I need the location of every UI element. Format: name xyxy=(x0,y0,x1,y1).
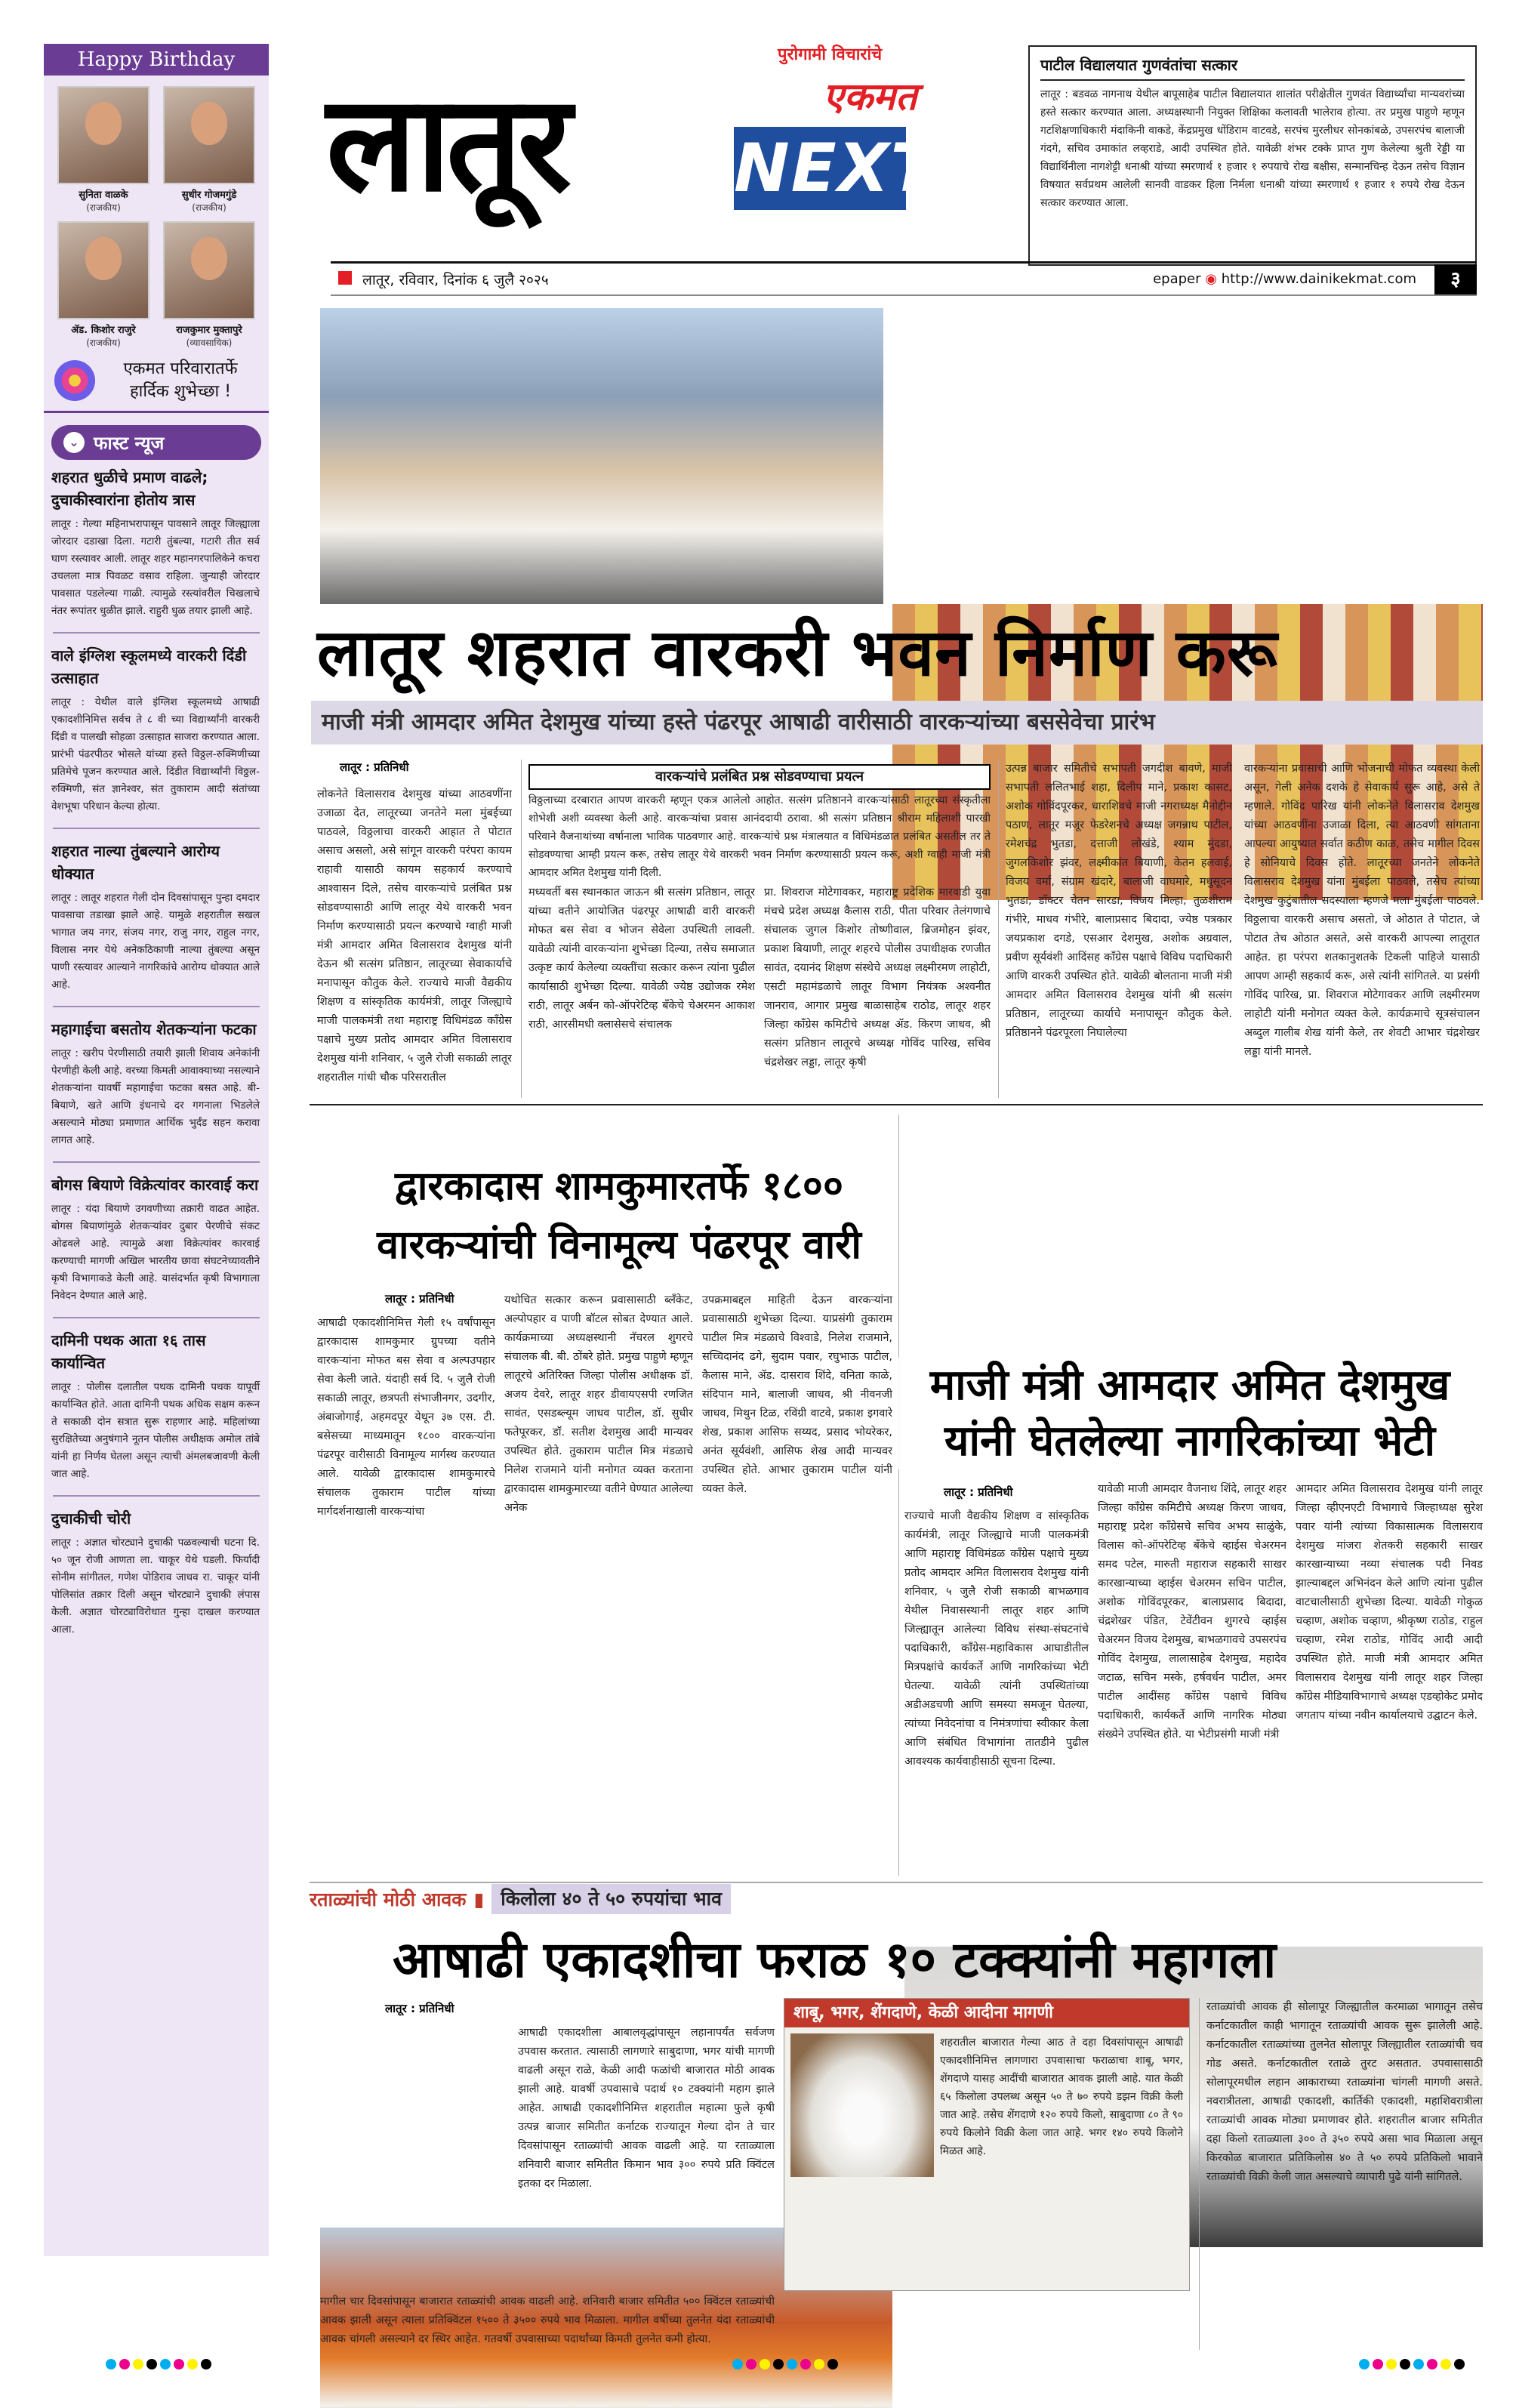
masthead-city: लातूर xyxy=(326,65,568,221)
print-registration-marks xyxy=(106,2353,1465,2376)
story2-col-1: आषाढी एकादशीनिमित्त गेली १५ वर्षांपासून द्वारकादास शामकुमार ग्रुपच्या वतीने वारकऱ्यांना मोफत बस सेवा व अल्पउपहार सेवा केली जाते. यंदाही सर्व दि. ५ जुलै रोजी सकाळी लातूर, छत्रपती संभाजीनगर, उदगीर, अंबाजोगाई, अहमदपूर येथून ३७ एस. टी. बसेसच्या माध्यमातून १८०० वारकऱ्यांना पंढरपूर वारीसाठी विनामूल्य मार्गस्थ करण्यात आले. यावेळी द्वारकादास शामकुमारचे संचालक तुकाराम पाटील यांच्या मार्गदर्शनाखाली वारकऱ्यांचा xyxy=(317,1317,495,1518)
news-headline: वाले इंग्लिश स्कूलमध्ये वारकरी दिंडी उत्साहात xyxy=(51,646,247,687)
globe-icon: ◉ xyxy=(1205,271,1217,287)
ticker-separator: ▮ xyxy=(473,1888,485,1910)
lead-col-5: वारकऱ्यांना प्रवासाची आणि भोजनाची मोफत व्यवस्था केली असून, गेली अनेक दशके हे सेवाकार्य सुरू आहे, असे ते म्हणाले. गोविंद पारिख यांनी लोकनेते विलासराव देशमुख यांच्या आठवणींना उजाळा दिला, त्या आठवणी सांगताना आपल्या आयुष्यात सर्वात कठीण काळ, तसेच मागील दिवस हे सोनियाचे दिवस होते. लातूरच्या जनतेने लोकनेते विलासराव देशमुख यांना मुंबईला पाठवले, तसेच त्यांच्या देशमुख कुटुंबातील सदस्याला म्हणजे मला मुंबईला पाठवले. विठ्ठलाचा वारकरी असाच असतो, जे ओठात ते पोटात, जे पोटात तेच ओठात असते, असे वारकरी आपल्या लातूरात आहेत. हा परंपरा शतकानुशतके टिकली पाहिजे यासाठी आपण आम्ही सहकार्य करू, असे त्यांनी सांगितले. या प्रसंगी गोविंद पारिख, प्रा. शिवराज मोटेगावकर आणि लक्ष्मीरमण लाहोटी यांनी मनोगत व्यक्त केले. कार्यक्रमाचे सूत्रसंचालन अब्दुल गालीब शेख यांनी केले, तर शेवटी आभार चंद्रशेखर लड्डा यांनी मानले. xyxy=(1244,763,1480,1058)
masthead-edition: NEXT xyxy=(734,127,906,210)
lead-byline: लातूर : प्रतिनिधी xyxy=(340,760,409,774)
epaper-label: epaper xyxy=(1153,271,1201,287)
flower-bouquet-icon xyxy=(54,360,95,401)
story2-headline-line1: द्वारकादास शामकुमारतर्फे १८०० xyxy=(394,1164,844,1209)
news-headline: बोगस बियाणे विक्रेत्यांवर कारवाई करा xyxy=(51,1176,259,1194)
divider xyxy=(53,1006,260,1007)
lead-col-1: लोकनेते विलासराव देशमुख यांच्या आठवणींना उजाळा देत, लातूरच्या जनतेने मला मुंबईच्या पाठवले, विठ्ठलाचा वारकरी आहात ते पोटात असाच असलो, असे सांगून वारकरी परंपरा कायम राहावी यासाठी कायम सहकार्य करण्याचे आश्वासन दिले, तसेच वारकऱ्यांचे प्रलंबित प्रश्न सोडवण्यासाठी आणि लातूर येथे वारकरी भवन निर्माण करण्यासाठी प्रयत्न करण्याचे ग्वाही माजी मंत्री आमदार अमित विलासराव देशमुख यांनी देऊन श्री सत्संग प्रतिष्ठान, लातूरच्या सेवाकार्याचे मनापासून कौतुक केले. राज्याचे माजी वैद्यकीय शिक्षण व सांस्कृतिक कार्यमंत्री, लातूर जिल्ह्याचे माजी पालकमंत्री तथा महाराष्ट्र विधिमंडळ काँग्रेस पक्षाचे मुख्य प्रतोद आमदार अमित विलासराव देशमुख यांनी शनिवार, ५ जुलै रोजी सकाळी लातूर शहरातील गांधी चौक परिसरातील xyxy=(317,788,512,1084)
person-photo xyxy=(163,86,255,184)
lead-box-title: वारकऱ्यांचे प्रलंबित प्रश्न सोडवण्याचा प्रयत्न xyxy=(528,764,991,790)
person-role: (राजकीय) xyxy=(192,202,226,213)
person-role: (राजकीय) xyxy=(86,338,121,348)
divider xyxy=(53,828,260,829)
birthday-person xyxy=(163,221,255,349)
person-name: ॲड. किशोर राजुरे xyxy=(71,325,136,336)
section-rule xyxy=(310,1104,1483,1105)
story3-col-2: यावेळी माजी आमदार वैजनाथ शिंदे, लातूर शहर जिल्हा काँग्रेस कमिटीचे अध्यक्ष किरण जाधव, महाराष्ट्र प्रदेश काँग्रेसचे सचिव अभय साळुंके, विलास को-ऑपरेटिव्ह बँकेचे व्हाईस चेअरमन समद पटेल, मारुती महाराज सहकारी साखर कारखान्याच्या व्हाईस चेअरमन सचिन पाटील, अशोक गोविंदपूरकर, बालाप्रसाद बिदादा, चंद्रशेखर पंडित, टेवेंटीवन शुगरचे व्हाईस चेअरमन विजय देशमुख, बाभळगावचे उपसरपंच गोविंद देशमुख, लालासाहेब देशमुख, महादेव जटाळ, सचिन मस्के, हर्षवर्धन पाटील, अमर पाटील आदींसह काँग्रेस पक्षाचे विविध पदाधिकारी, कार्यकर्ते आणि नागरिक मोठ्या संख्येने उपस्थित होते. या भेटीप्रसंगी माजी मंत्री xyxy=(1098,1483,1286,1740)
edition-date: लातूर, रविवार, दिनांक ६ जुलै २०२५ xyxy=(331,270,549,289)
news-body: लातूर : गेल्या महिनाभरापासून पावसाने लातूर जिल्ह्याला जोरदार दडाखा दिला. गटारी तुंबल्या, गटारी तीत सर्व घाण रस्त्यावर आली. लातूर शहर महानगरपालिकेने कचरा उचलला मात्र पिवळट वसाव राहिला. जुन्याही जोरदार पावसात पडलेल्या गाळी. त्यामुळे रस्त्यांवरील चिखलाचे नंतर रूपांतर धुळीत झाले. राहुरी धुळ तयार झाली आहे. xyxy=(51,518,260,617)
page-number: ३ xyxy=(1434,264,1477,294)
lead-box-body: विठ्ठलाच्या दरबारात आपण वारकरी म्हणून एकत्र आलेलो आहोत. सत्संग प्रतिष्ठानने वारकऱ्यांसाठी लातूरच्या संस्कृतीला शोभेशी अशी व्यवस्था केली आहे. वारकऱ्यांचा प्रवास आनंददायी ठरावा. श्री सत्संग प्रतिष्ठान श्रीराम महिलाशी पारखी परिवाने वैजनाथांच्या वर्षानाला भाविक पाठवणार आहे. वारकऱ्यांचे प्रश्न मंत्रालयात व विधिमंडळात प्रलंबित असतील तर ते सोडवण्याचा आम्ही प्रयत्न करू, तसेच लातूर येथे वारकरी भवन निर्माण करण्यासाठी प्रयत्न करू, अशी ग्वाही माजी मंत्री आमदार अमित देशमुख यांनी दिली. xyxy=(528,794,991,879)
divider xyxy=(53,632,260,634)
dateline-bar xyxy=(331,261,1477,296)
top-box-body: लातूर : बडवळ नागनाथ येथील बापूसाहेब पाटील विद्यालयात शालांत परीक्षेतील गुणवंत विद्यार्थ्यांचा मान्यवरांच्या हस्ते सत्कार करण्यात आला. अध्यक्षस्थानी नियुक्त शिक्षिका कलावती भालेराव होत्या. तर प्रमुख पाहुणे म्हणून गटशिक्षणाधिकारी मंदाकिनी वाकडे, केंद्रप्रमुख धोंडिराम वाटवडे, सरपंच मुरलीधर सोनकांबळे, उपसरपंच बालाजी गंदगे, सचिव उमाकांत लव्हराडे, आदी उपस्थित होते. यावेळी शंभर टक्के प्राप्त गुण केलेल्या श्रुती रेड्डी या विद्यार्थिनीला नागशेट्टी धनाश्री यांच्या स्मरणार्थ १ हजार १ रुपयाचे रोख बक्षीस, सन्मानचिन्ह देऊन तसेच विज्ञान विषयात सर्वप्रथम आलेली सानवी वाडकर हिला निर्मला धनाश्री यांच्या स्मरणार्थ १ हजार १ रुपये रोख देऊन सत्कार करण्यात आला. xyxy=(1040,88,1465,209)
chevron-down-icon: ⌄ xyxy=(63,432,85,453)
news-body: लातूर : लातूर शहरात गेली दोन दिवसांपासून पुन्हा दमदार पावसाचा तडाखा झाले आहे. यामुळे शहरातील सखल भागात जय नगर, संजय नगर, राजु नगर, राहुल नगर, विलास नगर येथे अनेकठिकाणी नाल्या तुंबल्या असून पाणी रस्त्यावर आल्याने नागरिकांचे आरोग्य धोक्यात आले आहे. xyxy=(51,892,260,991)
news-headline: शहरात नाल्या तुंबल्याने आरोग्य धोक्यात xyxy=(51,842,220,883)
story3-byline: लातूर : प्रतिनिधी xyxy=(944,1485,1013,1499)
birthday-person xyxy=(57,221,149,349)
person-name: राजकुमार मुक्तापुरे xyxy=(176,325,242,336)
story4-col-2: मागील चार दिवसांपासून बाजारात रताळ्यांची आवक वाढली आहे. शनिवारी बाजार समितीत ५०० क्विंटल रताळ्यांची आवक झाली असून त्याला प्रतिक्विंटल १५०० ते ३५०० रुपये भाव मिळाला. मागील वर्षीच्या तुलनेत यंदा रताळ्यांची आवक चांगली असल्याने दर स्थिर आहेत. गतवर्षी उपवासाच्या पदार्थांच्या किमती तुलनेत कमी होत्या. xyxy=(320,2295,775,2345)
story4-byline: लातूर : प्रतिनिधी xyxy=(385,2002,454,2015)
news-item xyxy=(44,644,269,816)
ticker-left: रताळ्यांची मोठी आवक xyxy=(310,1888,467,1910)
story4-col-3: रताळ्यांची आवक ही सोलापूर जिल्ह्यातील करमाळा भागातून तसेच कर्नाटकातील काही भागातून रताळ्यांची आवक सुरू झालेली आहे. कर्नाटकातील रताळ्यांच्या तुलनेत सोलापूर जिल्ह्यातील रताळ्यांची चव गोड असते. कर्नाटकातील रताळे तुरट असतात. उपवासासाठी सोलापूरमधील लहान आकाराच्या रताळ्यांना चांगली मागणी असते. नवरात्रीतला, आषाढी एकादशी, कार्तिकी एकादशी, महाशिवरात्रीला रताळ्यांची आवक मोठ्या प्रमाणावर होते. शहरातील बाजार समितीत दहा किलो रताळ्याला ३०० ते ३५० रुपये असा भाव मिळाला असून किरकोळ बाजारात प्रतिकिलोस ४० ते ५० रुपये प्रतिकिलो भावाने रताळ्यांची विक्री केली जात असल्याचे व्यापारी पुढे यांनी सांगितले. xyxy=(1206,2001,1483,2183)
top-news-box xyxy=(1028,45,1477,266)
lead-subheadline: माजी मंत्री आमदार अमित देशमुख यांच्या हस्ते पंढरपूर आषाढी वारीसाठी वारकऱ्यांच्या बससेवेचा प्रारंभ xyxy=(311,701,1483,745)
news-body: लातूर : यंदा बियाणे उगवणीच्या तक्रारी वाढत आहेत. बोगस बियाणांमुळे शेतकऱ्यांवर दुबार पेरणीचे संकट ओढवले आहे. त्यामुळे अशा विक्रेत्यांवर कारवाई करण्याची मागणी अखिल भारतीय छावा संघटनेच्यावतीने कृषी विभागाकडे केली आहे. यासंदर्भात कृषी विभागाला निवेदन देण्यात आले आहे. xyxy=(51,1203,260,1302)
photo-bus-inauguration xyxy=(320,308,883,604)
story3-headline-line2: यांनी घेतलेल्या नागरिकांच्या भेटी xyxy=(898,1414,1481,1469)
ticker-bar xyxy=(310,1882,1483,1915)
story2-col-3: उपक्रमाबद्दल माहिती देऊन वारकऱ्यांना प्रवासासाठी शुभेच्छा दिल्या. याप्रसंगी तुकाराम पाटील मित्र मंडळाचे विश्वाडे, निलेश राजमाने, सच्चिदानंद ढगे, सुदाम पवार, रघुभाऊ पाटील, कैलास माने, ॲड. दासराव शिंदे, वनिता काळे, संदिपान माने, बालाजी जाधव, श्री नीवनजी जाधव, मिथुन टिळ, रविंग्री वाटवे, प्रकाश इगवारे शेख, प्रकाश आसिफ सय्यद, प्रसाद भोयरेकर, अनंत सूर्यवंशी, आसिफ शेख आदी मान्यवर उपस्थित होते. आभार तुकाराम पाटील यांनी व्यक्त केले. xyxy=(702,1294,892,1495)
story2-headline-line2: वारकऱ्यांची विनामूल्य पंढरपूर वारी xyxy=(377,1222,861,1268)
news-item xyxy=(44,1329,269,1483)
fast-news-title: फास्ट न्यूज xyxy=(94,432,165,454)
birthday-title: Happy Birthday xyxy=(44,44,269,76)
birthday-person xyxy=(163,86,255,214)
news-headline: महागाईचा बसतोय शेतकऱ्यांना फटका xyxy=(51,1020,257,1038)
divider xyxy=(53,1495,260,1497)
masthead-brand: एकमत xyxy=(823,75,917,119)
news-body: लातूर : खरीप पेरणीसाठी तयारी झाली शिवाय अनेकांनी पेरणीही केली आहे. वरच्या किमती आवाक्याच्या नसल्याने शेतकऱ्यांना यावर्षी महागाईचा फटका बसत आहे. बी-बियाणे, खते आणि इंधनाचे दर गगनाला भिडलेले असल्याने मोठ्या प्रमाणात आर्थिक भुर्दंड सहन करावा लागत आहे. xyxy=(51,1047,260,1146)
photo-sago xyxy=(790,2033,934,2177)
story4-col-1: आषाढी एकादशीला आबालवृद्धांपासून लहानापर्यंत सर्वजण उपवास करतात. त्यासाठी लागणारे साबुदाणा, भगर यांची मागणी वाढली असून राळे, केळी आदी फळांची बाजारात मोठी आवक झाली आहे. यावर्षी उपवासाचे पदार्थ १० टक्क्यांनी महाग झाले आहेत. आषाढी एकादशीनिमित्त शहरातील महात्मा फुले कृषी उत्पन्न बाजार समितीत कर्नाटक राज्यातून गेल्या दोन ते चार दिवसांपासून रताळ्यांची आवक वाढली आहे. या रताळ्याला शनिवारी बाजार समितीत किमान भाव ३०० रुपये प्रति क्विंटल इतका दर मिळाला. xyxy=(518,2027,775,2190)
news-item xyxy=(44,1173,269,1305)
story3-col-3: आमदार अमित विलासराव देशमुख यांनी लातूर जिल्हा व्हीएनएटी विभागाचे जिल्हाध्यक्ष सुरेश पवार यांनी त्यांच्या विकासात्मक विलासराव देशमुख मांजरा शेतकरी सहकारी साखर कारखान्याच्या नव्या संचालक पदी निवड झाल्याबद्दल अभिनंदन केले आणि त्यांना पुढील वाटचालीसाठी शुभेच्छा दिल्या. यावेळी गोकुळ चव्हाण, अशोक चव्हाण, श्रीकृष्ण राठोड, राहुल चव्हाण, रमेश राठोड, गोविंद आदी आदी उपस्थित होते. माजी मंत्री आमदार अमित विलासराव देशमुख यांनी लातूर शहर जिल्हा काँग्रेस मीडियाविभागाचे अध्यक्ष एडव्होकेट प्रमोद जगताप यांच्या नवीन कार्यालयाचे उद्घाटन केले. xyxy=(1296,1483,1483,1722)
top-box-title: पाटील विद्यालयात गुणवंतांचा सत्कार xyxy=(1040,54,1465,81)
masthead-tagline: पुरोगामी विचारांचे xyxy=(778,45,883,64)
column-rule xyxy=(1199,1998,1200,2350)
inset-body: शहरातील बाजारात गेल्या आठ ते दहा दिवसांपासून आषाढी एकादशीनिमित्त लागणारा उपवासाचा फराळाचा शाबू, भगर, शेंगदाणे यासह आदींची बाजारात आवक झाली आहे. यात केळी ६५ किलोला उपलब्ध असून ५० ते ७० रुपये डझन विक्री केली जात आहे. तसेच शेंगदाणे १२० रुपये किलो, साबुदाणा ८० ते ९० रुपये किलोने विक्री केला जात आहे. भगर १४० रुपये किलोने मिळत आहे. xyxy=(940,2036,1183,2157)
person-name: सुधीर गोजमगुंडे xyxy=(181,190,237,201)
divider xyxy=(53,1161,260,1163)
story3-headline-line1: माजी मंत्री आमदार अमित देशमुख xyxy=(898,1358,1481,1414)
person-photo xyxy=(57,86,149,184)
fast-news-header xyxy=(51,425,261,460)
story3-col-1: राज्याचे माजी वैद्यकीय शिक्षण व सांस्कृतिक कार्यमंत्री, लातूर जिल्ह्याचे माजी पालकमंत्री आणि महाराष्ट्र विधिमंडळ काँग्रेस पक्षाचे मुख्य प्रतोद आमदार अमित विलासराव देशमुख यांनी शनिवार, ५ जुलै रोजी सकाळी बाभळगाव येथील निवासस्थानी लातूर शहर आणि जिल्ह्यातून आलेल्या विविध संस्था-संघटनांचे पदाधिकारी, काँग्रेस-महाविकास आघाडीतील मित्रपक्षांचे कार्यकर्ते आणि नागरिकांच्या भेटी घेतल्या. यावेळी त्यांनी उपस्थितांच्या अडीअडचणी आणि समस्या समजून घेतल्या, त्यांच्या निवेदनांचा व निमंत्रणांचा स्वीकार केला आणि संबंधित विभागांना तातडीने पुढील आवश्यक कार्यवाहीसाठी सूचना दिल्या. xyxy=(904,1510,1089,1768)
ticker-right: किलोला ४० ते ५० रुपयांचा भाव xyxy=(491,1884,731,1914)
inset-box xyxy=(784,1998,1190,2291)
left-column xyxy=(44,44,269,2256)
lead-col-2: मध्यवर्ती बस स्थानकात जाऊन श्री सत्संग प्रतिष्ठान, लातूर यांच्या वतीने आयोजित पंढरपूर आषाढी वारी वारकरी मोफत बस सेवा व भोजन सेवेला उपस्थिती लावली. यावेळी त्यांनी वारकऱ्यांना शुभेच्छा दिल्या, तसेच समाजात उत्कृष्ट कार्य केलेल्या व्यक्तींचा सत्कार करून त्यांना पुढील कार्यासाठी शुभेच्छा दिल्या. यावेळी ज्येष्ठ उद्योजक रमेश राठी, लातूर अर्बन को-ऑपरेटिव्ह बँकेचे चेअरमन आकाश राठी, आरसीमधी क्लासेसचे संचालक xyxy=(528,886,755,1031)
news-headline: दामिनी पथक आता १६ तास कार्यान्वित xyxy=(51,1331,206,1372)
color-dots xyxy=(106,2353,211,2376)
news-item xyxy=(44,1018,269,1149)
lead-col-3: प्रा. शिवराज मोटेगावकर, महाराष्ट्र प्रदेशिक मारवाडी युवा मंचचे प्रदेश अध्यक्ष कैलास राठी, पीता परिवार तेलंगणाचे संचालक जुगल किशोर तोष्णीवाल, ब्रिजमोहन झंवर, प्रकाश बियाणी, लातूर शहरचे पोलीस उपाधीक्षक रणजीत सावंत, दयानंद शिक्षण संस्थेचे अध्यक्ष लक्ष्मीरमण लाहोटी, एसटी महामंडळाचे लातूर विभाग नियंत्रक अश्वनीत जानराव, आगार प्रमुख बाळासाहेब राठोड, लातूर शहर जिल्हा काँग्रेस कमिटीचे अध्यक्ष ॲड. किरण जाधव, श्री सत्संग प्रतिष्ठान लातूरचे अध्यक्ष गोविंद पारिख, सचिव चंद्रशेखर लड्डा, लातूर कृषी xyxy=(764,886,991,1068)
news-headline: दुचाकीची चोरी xyxy=(51,1509,131,1528)
divider xyxy=(53,1317,260,1318)
column-rule xyxy=(998,760,999,1098)
greeting-text: एकमत परिवारातर्फे हार्दिक शुभेच्छा ! xyxy=(123,359,238,401)
news-body: लातूर : येथील वाले इंग्लिश स्कूलमध्ये आषाढी एकादशीनिमित्त सर्वच ते ८ वी च्या विद्यार्थ्यांनी वारकरी दिंडी व पालखी सोहळा उत्साहात साजरा करण्यात आला. प्रारंभी पंढरपीठर भोसले यांच्या हस्ते विठ्ठल-रुक्मिणीच्या प्रतिमेचे पूजन करण्यात आले. दिंडीत विद्यार्थ्यांनी विठ्ठल-रुक्मिणी, संत ज्ञानेश्वर, संत तुकाराम आदी संतांच्या वेशभूषा परिधान केल्या होत्या. xyxy=(51,696,260,812)
lead-headline: लातूर शहरात वारकरी भवन निर्माण करू xyxy=(317,615,1278,691)
inset-title: शाबू, भगर, शेंगदाणे, केळी आदीना मागणी xyxy=(784,1999,1189,2027)
news-item xyxy=(44,466,269,620)
person-role: (राजकीय) xyxy=(86,202,121,213)
person-role: (व्यावसायिक) xyxy=(186,338,233,348)
person-photo xyxy=(57,221,149,319)
birthday-person xyxy=(57,86,149,214)
news-headline: शहरात धुळीचे प्रमाण वाढले; दुचाकीस्वारांना होतोय त्रास xyxy=(51,468,208,509)
column-rule xyxy=(898,1115,899,1876)
news-body: लातूर : अज्ञात चोरट्याने दुचाकी पळवल्याची घटना दि. ५० जून रोजी आणता ला. चाकूर येथे घडली. फिर्यादी सोनीम सांगीतल, गणेश पोडिराव जाधव रा. चाकूर यांनी पोलिसांत तक्रार दिली असून चोरट्याने दुचाकी लंपास केली. अज्ञात चोरट्याविरोधात गुन्हा दाखल करण्यात आला. xyxy=(51,1537,260,1636)
color-dots xyxy=(732,2353,838,2376)
website-url: http://www.dainikekmat.com xyxy=(1221,271,1416,287)
news-item xyxy=(44,1507,269,1639)
epaper-link[interactable] xyxy=(1153,271,1434,287)
news-body: लातूर : पोलीस दलातील पथक दामिनी पथक यापूर्वी कार्यान्वित होते. आता दामिनी पथक अधिक सक्षम करून ते सकाळी दोन सत्रात सुरू राहणार आहे. महिलांच्या सुरक्षितेच्या अनुषंगाने नूतन पोलीस अधीक्षक अमोल तांबे यांनी हा निर्णय घेतला असून त्याची अंमलबजावणी केली जात आहे. xyxy=(51,1381,260,1480)
lead-col-4: उत्पन्न बाजार समितीचे सभापती जगदीश बावणे, माजी सभापती ललितभाई शहा, दिलीप माने, प्रकाश कासट, अशोक गोविंदपूरकर, धाराशिवचे माजी नगराध्यक्ष मैनोद्दीन पठाण, लातूर मजूर फेडरेशनचे अध्यक्ष जगन्नाथ पाटील, रमेशचंद्र भुतडा, दत्ताजी लोखंडे, श्याम मुंदडा, जुगलकिशोर झंवर, लक्ष्मीकांत बियाणी, केतन हलवाई, विजय वर्मा, संग्राम खंदारे, बालाजी वाघमारे, मधुसूदन भुतडा, डॉक्टर चेतन सारडा, विजय मिल्हा, तुळशीराम गंभीरे, माधव गंभीरे, बालाप्रसाद बिदादा, ज्येष्ठ पत्रकार जयप्रकाश दगडे, एसआर देशमुख, अशोक अग्रवाल, प्रवीण सूर्यवंशी आदिंसह काँग्रेस पक्षाचे विविध पदाधिकारी आणि वारकरी उपस्थित होते. यावेळी बोलताना माजी मंत्री आमदार अमित विलासराव देशमुख यांनी श्री सत्संग प्रतिष्ठान, लातूरच्या कार्याचे मनापासून कौतुक केले. प्रतिष्ठानने पंढरपूरला निघालेल्या xyxy=(1006,763,1232,1039)
person-name: सुनिता वाळके xyxy=(79,190,128,201)
story2-byline: लातूर : प्रतिनिधी xyxy=(385,1292,454,1306)
story2-col-2: यथोचित सत्कार करून प्रवासासाठी ब्लँकेट, अल्पोपहार व पाणी बॉटल सोबत देण्यात आले. कार्यक्रमाच्या अध्यक्षस्थानी नॅचरल शुगरचे संचालक बी. बी. ठोंबरे होते. प्रमुख पाहुणे म्हणून लातूरचे अतिरिक्त जिल्हा पोलीस अधीक्षक डॉ. अजय देवरे, लातूर शहर डीवायएसपी रणजित सावंत, एसडब्ल्यूम जाधव पाटील, डॉ. सुधीर फतेपूरकर, डॉ. सतीश देशमुख आदी मान्यवर उपस्थित होते. तुकाराम पाटील मित्र मंडळाचे निलेश राजमाने यांनी मनोगत व्यक्त करताना द्वारकादास शामकुमारच्या वतीने घेण्यात आलेल्या अनेक xyxy=(504,1294,693,1514)
birthday-greeting xyxy=(44,353,269,413)
birthday-grid xyxy=(44,76,269,353)
column-rule xyxy=(521,760,522,1098)
news-item xyxy=(44,840,269,994)
story4-headline: आषाढी एकादशीचा फराळ १० टक्क्यांनी महागला xyxy=(393,1931,1277,1989)
person-photo xyxy=(163,221,255,319)
color-dots xyxy=(1359,2353,1465,2376)
